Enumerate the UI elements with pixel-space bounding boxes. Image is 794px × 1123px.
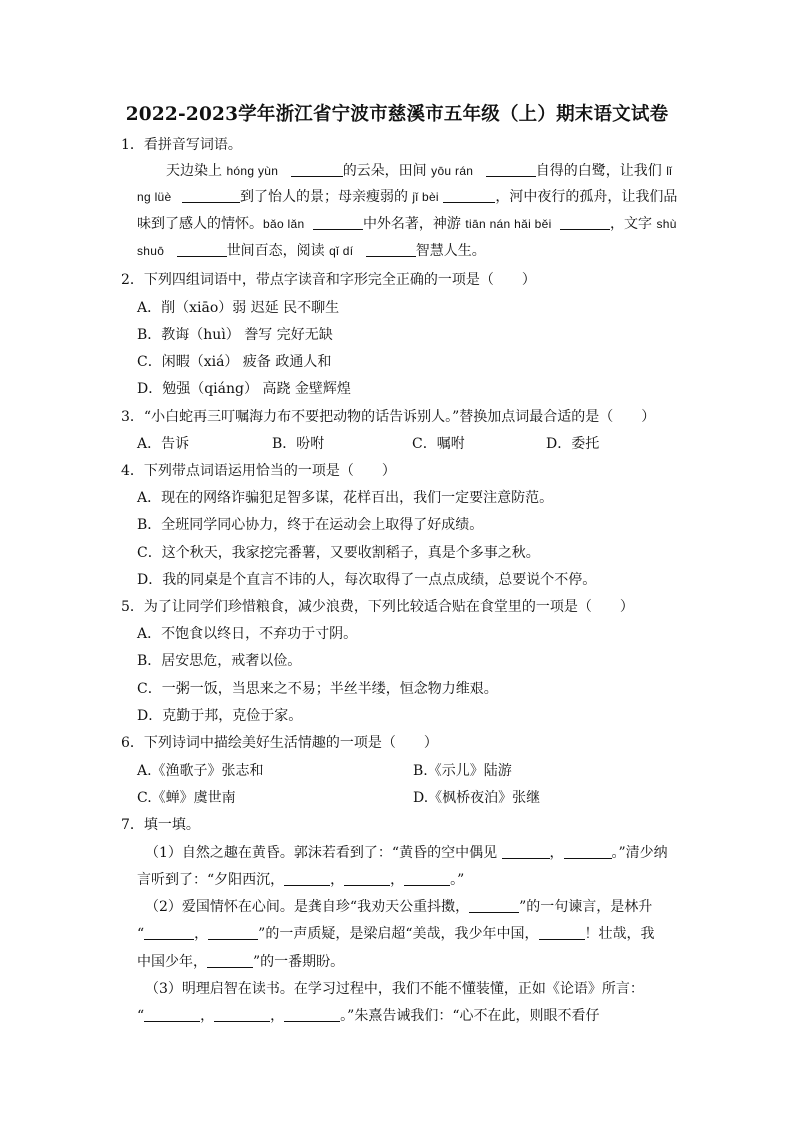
blank[interactable] — [469, 899, 519, 913]
blank[interactable] — [177, 243, 227, 257]
pinyin-6: tiān nán hǎi běi — [465, 217, 552, 231]
q7-line-6: （3）明理启智在读书。在学习过程中，我们不能不懂装懂，正如《论语》所言： — [145, 981, 644, 997]
blank[interactable] — [144, 1008, 200, 1022]
pinyin-5: bǎo lǎn — [263, 217, 305, 231]
pinyin-7a: shù — [656, 217, 677, 231]
blank[interactable] — [291, 163, 343, 177]
q5-option-c[interactable]: C．一粥一饭，当思来之不易；半丝半缕，恒念物力维艰。 — [137, 681, 498, 697]
q7-line-2: 言听到了：“夕阳西沉， ， ， 。” — [137, 872, 465, 888]
q7-line-5: 中国少年， ”的一番期盼。 — [137, 954, 345, 970]
q7-line-3: （2）爱国情怀在心间。是龚自珍“我劝天公重抖擞， ”的一句谏言，是林升 — [145, 899, 653, 915]
blank[interactable] — [443, 189, 495, 203]
blank[interactable] — [539, 926, 585, 940]
q4-option-a[interactable]: A．现在的网络诈骗犯足智多谋，花样百出，我们一定要注意防范。 — [137, 490, 554, 506]
q2-stem: 2．下列四组词语中，带点字读音和字形完全正确的一项是（ ） — [121, 272, 536, 288]
q1-line-1: 天边染上 hóng yùn 的云朵，田间 yōu rán 自得的白鹭，让我们 lǐ — [166, 163, 673, 179]
q7-stem: 7．填一填。 — [121, 817, 200, 833]
q1-line-4: shuō 世间百态，阅读 qǐ dí 智慧人生。 — [137, 243, 486, 259]
q5-option-b[interactable]: B．居安思危，戒奢以俭。 — [137, 653, 302, 669]
pinyin-2: yōu rán — [431, 164, 474, 178]
blank[interactable] — [284, 1008, 340, 1022]
blank[interactable] — [502, 845, 550, 859]
blank[interactable] — [564, 845, 612, 859]
q2-option-c[interactable]: C．闲暇（xiá） 疲备 政通人和 — [137, 354, 332, 370]
q7-line-7: “ ， ， 。”朱熹告诫我们：“心不在此，则眼不看仔 — [137, 1008, 600, 1024]
pinyin-3b: ng lüè — [137, 190, 172, 204]
q3-option-a[interactable]: A．告诉 — [137, 436, 190, 452]
q3-stem: 3．“小白蛇再三叮嘱海力布不要把动物的话告诉别人。”替换加点词最合适的是（ ） — [121, 409, 656, 425]
q1-line-2: ng lüè 到了怡人的景；母亲瘦弱的 jǐ bèi ，河中夜行的孤舟，让我们品 — [137, 189, 678, 205]
q5-option-d[interactable]: D．克勤于邦，克俭于家。 — [137, 708, 303, 724]
blank[interactable] — [214, 1008, 270, 1022]
q4-option-b[interactable]: B．全班同学同心协力，终于在运动会上取得了好成绩。 — [137, 517, 484, 533]
blank[interactable] — [284, 872, 330, 886]
q2-option-a[interactable]: A．削（xiāo）弱 迟延 民不聊生 — [137, 300, 340, 316]
q3-option-c[interactable]: C．嘱咐 — [412, 436, 465, 452]
q4-option-c[interactable]: C．这个秋天，我家挖完番薯，又要收割稻子，真是个多事之秋。 — [137, 545, 540, 561]
q2-option-d[interactable]: D．勉强（qiáng） 高跷 金壁辉煌 — [137, 381, 351, 397]
q3-option-b[interactable]: B．吩咐 — [272, 436, 325, 452]
pinyin-1: hóng yùn — [226, 164, 279, 178]
blank[interactable] — [344, 872, 390, 886]
q3-option-d[interactable]: D．委托 — [546, 436, 600, 452]
blank[interactable] — [182, 189, 240, 203]
q6-option-b[interactable]: B.《示儿》陆游 — [413, 763, 512, 779]
q5-option-a[interactable]: A．不饱食以终日，不弃功于寸阴。 — [137, 626, 358, 642]
blank[interactable] — [207, 954, 253, 968]
q1-line-3: 味到了感人的情怀。bǎo lǎn 中外名著，神游 tiān nán hǎi běi ，文字 shù — [137, 216, 677, 232]
q4-stem: 4．下列带点词语运用恰当的一项是（ ） — [121, 463, 396, 479]
q6-option-d[interactable]: D.《枫桥夜泊》张继 — [413, 790, 541, 806]
q5-stem: 5．为了让同学们珍惜粮食，减少浪费，下列比较适合贴在食堂里的一项是（ ） — [121, 599, 634, 615]
q6-option-a[interactable]: A.《渔歌子》张志和 — [137, 763, 264, 779]
blank[interactable] — [560, 216, 610, 230]
blank[interactable] — [486, 163, 536, 177]
pinyin-3a: lǐ — [666, 164, 673, 178]
q2-option-b[interactable]: B．教诲（huì） 誊写 完好无缺 — [137, 327, 333, 343]
q6-option-c[interactable]: C.《蝉》虞世南 — [137, 790, 236, 806]
q4-option-d[interactable]: D．我的同桌是个直言不讳的人，每次取得了一点点成绩，总要说个不停。 — [137, 572, 597, 588]
blank[interactable] — [366, 243, 416, 257]
q1-stem: 1．看拼音写词语。 — [121, 137, 242, 153]
q6-stem: 6．下列诗词中描绘美好生活情趣的一项是（ ） — [121, 735, 438, 751]
exam-title: 2022-2023学年浙江省宁波市慈溪市五年级（上）期末语文试卷 — [125, 104, 669, 125]
pinyin-7b: shuō — [137, 244, 165, 258]
blank[interactable] — [208, 926, 258, 940]
blank[interactable] — [404, 872, 450, 886]
q7-line-4: “ ， ”的一声质疑，是梁启超“美哉，我少年中国， ！壮哉，我 — [137, 926, 655, 942]
pinyin-4: jǐ bèi — [412, 190, 439, 204]
q7-line-1: （1）自然之趣在黄昏。郭沫若看到了：“黄昏的空中偶见 ， 。”清少纳 — [145, 845, 668, 861]
blank[interactable] — [144, 926, 194, 940]
blank[interactable] — [313, 216, 363, 230]
pinyin-8: qǐ dí — [329, 244, 354, 258]
